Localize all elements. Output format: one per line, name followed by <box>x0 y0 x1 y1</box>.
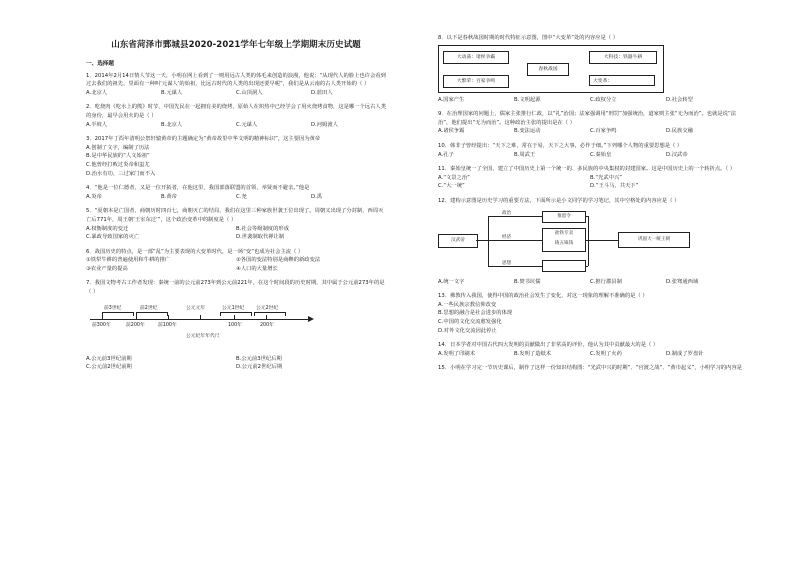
option-b: B.社会等级制度的形成 <box>236 225 289 232</box>
option-d: D.汉武帝 <box>666 151 688 158</box>
option-c: C.秦始皇 <box>590 151 612 158</box>
question-stem: 4．“他是一位仁德者，又是一位开拓者，在他这里，我国部落联盟的首领，举贤而不避亲。”他是 <box>86 185 310 192</box>
connector <box>588 240 618 241</box>
option-c: C.政权分立 <box>590 96 617 103</box>
option-a: A.孔子 <box>438 151 454 158</box>
page-title: 山东省菏泽市鄄城县2020-2021学年七年级上学期期末历史试题 <box>111 40 361 50</box>
statement-3: ③农业产量的提高 <box>86 265 128 272</box>
question-9 <box>438 110 742 136</box>
diagram-box: 大动荡：诸侯争霸 <box>443 51 509 64</box>
option-b: B.黄帝 <box>161 193 177 200</box>
timeline-bottom-label: 200年 <box>260 322 274 328</box>
option-d: D.禹 <box>311 193 323 200</box>
question-6 <box>86 248 386 274</box>
connector <box>488 216 489 266</box>
question-13 <box>438 292 742 335</box>
diagram-blank-box: 大变革： <box>589 75 655 86</box>
option-d: D.制成了罗盘针 <box>666 350 704 357</box>
option-c: C.“大一统” <box>438 183 465 190</box>
option-b: B.是中华民族的“人文始祖” <box>86 153 150 160</box>
question-7 <box>86 279 386 371</box>
option-a: A.北京人 <box>86 89 108 96</box>
option-c: C.山顶洞人 <box>236 89 263 96</box>
option-d: D.社会转型 <box>666 96 693 103</box>
diagram-box-line: 铸五铢钱 <box>554 240 574 246</box>
timeline-tick <box>200 315 201 320</box>
timeline-bottom-label: 前200年 <box>126 322 145 328</box>
timeline-tick <box>168 315 169 320</box>
option-c: C.推行郡县制 <box>590 278 622 285</box>
diagram-box-line: 盐铁专卖 <box>554 230 574 236</box>
question-stem: 10．韩非子曾经提出：“天下之难，常在于易，天下之大事，必作于细。”下列哪个人物的重要思想是（ ） <box>438 142 683 149</box>
timeline-top-label: 公元2世纪 <box>256 305 279 311</box>
branch-label: 经济 <box>502 234 512 240</box>
timeline-top-label: 前3世纪 <box>104 305 122 311</box>
diagram-box <box>542 228 586 252</box>
diagram-box: 大繁荣：百家争鸣 <box>443 75 509 88</box>
question-stem: 15．小明在学习完一节历史课后，制作了这样一份知识结构图：“光武中兴的时期”、“官渡之战”、“黄巾起义”，小明学习的内容是 <box>438 365 742 372</box>
right-column <box>438 34 742 373</box>
option-d: D.“王斗马，共天下” <box>590 183 639 190</box>
option-d: D.蓝田人 <box>311 89 333 96</box>
option-a: A.统一文字 <box>438 278 465 285</box>
branch-label: 政治 <box>502 210 512 216</box>
option-a: A.国家产生 <box>438 96 465 103</box>
question-stem: 8．以下是春秋战国时期的时代特征示意图，图中“大变革”处的内容应是（ ） <box>438 35 619 41</box>
timeline-top-label: 公元1世纪 <box>222 305 245 311</box>
question-stem: 1．2014年2月14日情人节这一天，小明在网上看到了一则用远古人类的体毛来创造的浪漫，他说：“从现代人的脸上也许会看到过去我们的祖先，里面有一种叫‘元谋人’的始祖，比远古时代的人类的出现还要早呢”，我们是从云南的古人类开始的（ ） <box>86 72 386 88</box>
question-10 <box>438 142 742 159</box>
option-a: A.炎帝 <box>86 193 102 200</box>
option-a: A.一些民族宗教信仰改变 <box>438 301 497 308</box>
option-c: C.暴政导致国家的灭亡 <box>86 234 140 241</box>
option-c: C.发明了火药 <box>590 350 622 357</box>
option-c: C.尧 <box>236 193 247 200</box>
option-b: B.文明起源 <box>514 96 541 103</box>
option-d: D.世袭制取代禅让制 <box>236 234 285 241</box>
timeline-top-label: 公元元年 <box>186 305 206 311</box>
option-c: C.百家争鸣 <box>590 128 617 135</box>
diagram-box: 大科技：铁器牛耕 <box>589 51 657 64</box>
option-b: B.变法运动 <box>514 128 541 135</box>
option-d: D.对外文化交流因此停止 <box>438 327 497 334</box>
question-stem: 11．秦始皇统一了全国，建立了中国历史上第一个统一的、多民族的中央集权的封建国家。这是中国历史上的一个转折点。（ ） <box>438 166 736 173</box>
section-heading: 一、选择题 <box>86 61 114 67</box>
option-c: C.中国的文化交流愈发强化 <box>438 318 502 325</box>
question-stem: 13．佛教传入我国，使得中国的政治社会发生了变化，对这一现象的理解不准确的是（ ） <box>438 293 648 300</box>
timeline-arrow-icon <box>308 316 314 322</box>
question-12 <box>438 197 742 286</box>
question-14 <box>438 341 742 358</box>
option-d: D.治水有功，三过家门而不入 <box>86 170 156 177</box>
policy-diagram <box>438 210 698 274</box>
option-b: B.焚书坑儒 <box>514 278 541 285</box>
option-a: A.半坡人 <box>86 121 108 128</box>
timeline-caption: 公元纪年年代尺 <box>186 333 220 339</box>
option-a: A.创制了文字，编制了历法 <box>86 144 150 151</box>
option-c: C.公元前2世纪前期 <box>86 364 132 371</box>
option-b: B.周武王 <box>514 151 536 158</box>
option-d: D.公元前2世纪后期 <box>236 364 283 371</box>
timeline-tick <box>136 315 137 320</box>
question-stem: 7．我国文物考古工作者发现：秦统一前的公元前273年到公元前221年，在这个时间段的历史时期，其中属于公元前273年的是（ ） <box>86 280 385 296</box>
timeline-tick <box>102 315 103 320</box>
option-b: B.公元前3世纪后期 <box>236 355 282 362</box>
timeline-figure <box>90 299 320 353</box>
question-15 <box>438 364 742 373</box>
question-stem: 12．建构示意图是历史学习的重要方法，下面所示是小文同学的学习笔记，其中空格处的内容应是（ ） <box>438 197 680 204</box>
option-d: D.张骞通西域 <box>666 278 699 285</box>
question-stem: 3．2017年丁酉年清明公祭轩辕黄帝的主题确定为“黄帝故里中华文明的精神标识”，这主要因为黄帝 <box>86 136 321 143</box>
connector <box>588 216 589 266</box>
era-features-diagram <box>438 45 664 93</box>
statement-2: ②各国的变法特别是商鞅的新政变法 <box>236 257 321 264</box>
diagram-blank-box <box>542 260 586 272</box>
diagram-box: 推恩令 <box>542 211 586 223</box>
statement-1: ①铁犁牛耕的普遍使用和牛耕的推广 <box>86 257 171 264</box>
timeline-tick <box>266 315 267 320</box>
connector <box>476 240 488 241</box>
option-d: D.民族交融 <box>666 128 693 135</box>
timeline-tick <box>234 315 235 320</box>
question-8 <box>438 34 742 104</box>
question-stem: 6．战国历史的特点，是一部“乱”为主要表现的大变革时代，是一场“变”也成为社会主流（ ） <box>86 248 304 255</box>
option-c: C.元谋人 <box>236 121 258 128</box>
statement-4: ④人口的大量增长 <box>236 265 278 272</box>
question-stem: 5．“夏朝本是亡国者，商朝历时四百七，商朝灭亡的结局，我们在这里三种家族世袭王位出现了。周朝又出现了分封制，西周灭亡后771年，周王朝‘王室东迁’”，这个政治变革中的制度是（ ） <box>86 208 384 223</box>
question-stem: 9．在治理国家的问题上，儒家主张推行仁政，以“礼”治国；法家强调用“刑罚”加强统治，道家则主张“无为而治”。也就是说“法治”，他们提出“无为而治”。这种政治主张的提出是在（ ） <box>438 111 737 126</box>
option-a: A.诸侯争霸 <box>438 128 465 135</box>
option-b: B.思想的融合是社会进步的体现 <box>438 310 513 317</box>
diagram-end-box: 巩固大一统王朝 <box>618 232 690 248</box>
option-b: B.元谋人 <box>161 89 183 96</box>
question-5 <box>86 207 386 241</box>
question-stem: 14．日本学者对中国古代四大发明的贡献做出了非常高的评价，他认为其中贡献最大的是（ ） <box>438 342 659 349</box>
diagram-start-box: 汉武帝 <box>438 234 478 248</box>
question-stem: 2．吃烧肉《吃水上的熊》时节，中国先民在一起拥有美的烧烤，原始人在炽热中已经学会了用火烧烤食物，这是哪一个远古人类的身份，最早会用火的是（ ） <box>86 104 386 119</box>
option-a: A.“文景之治” <box>438 174 470 181</box>
timeline-bottom-label: 100年 <box>228 322 242 328</box>
option-b: B.“光武中兴” <box>590 174 622 181</box>
timeline-bottom-label: 前100年 <box>158 322 177 328</box>
option-b: B.北京人 <box>161 121 183 128</box>
question-11 <box>438 165 742 191</box>
timeline-bottom-label: 前300年 <box>92 322 111 328</box>
option-d: D.河姆渡人 <box>311 121 338 128</box>
question-3 <box>86 135 386 178</box>
branch-label: 思想 <box>502 260 512 266</box>
option-a: A.权衡制度的变迁 <box>86 225 129 232</box>
option-b: B.发明了造纸术 <box>514 350 552 357</box>
option-c: C.他曾经打败过炎帝和蚩尤 <box>86 161 150 168</box>
timeline-top-label: 前2世纪 <box>140 305 158 311</box>
left-column <box>86 58 386 372</box>
option-a: A.公元前3世纪前期 <box>86 355 132 362</box>
question-1 <box>86 72 386 98</box>
question-2 <box>86 103 386 129</box>
diagram-center-box: 春秋战国 <box>527 63 569 76</box>
option-a: A.发明了印刷术 <box>438 350 475 357</box>
question-4 <box>86 184 386 201</box>
